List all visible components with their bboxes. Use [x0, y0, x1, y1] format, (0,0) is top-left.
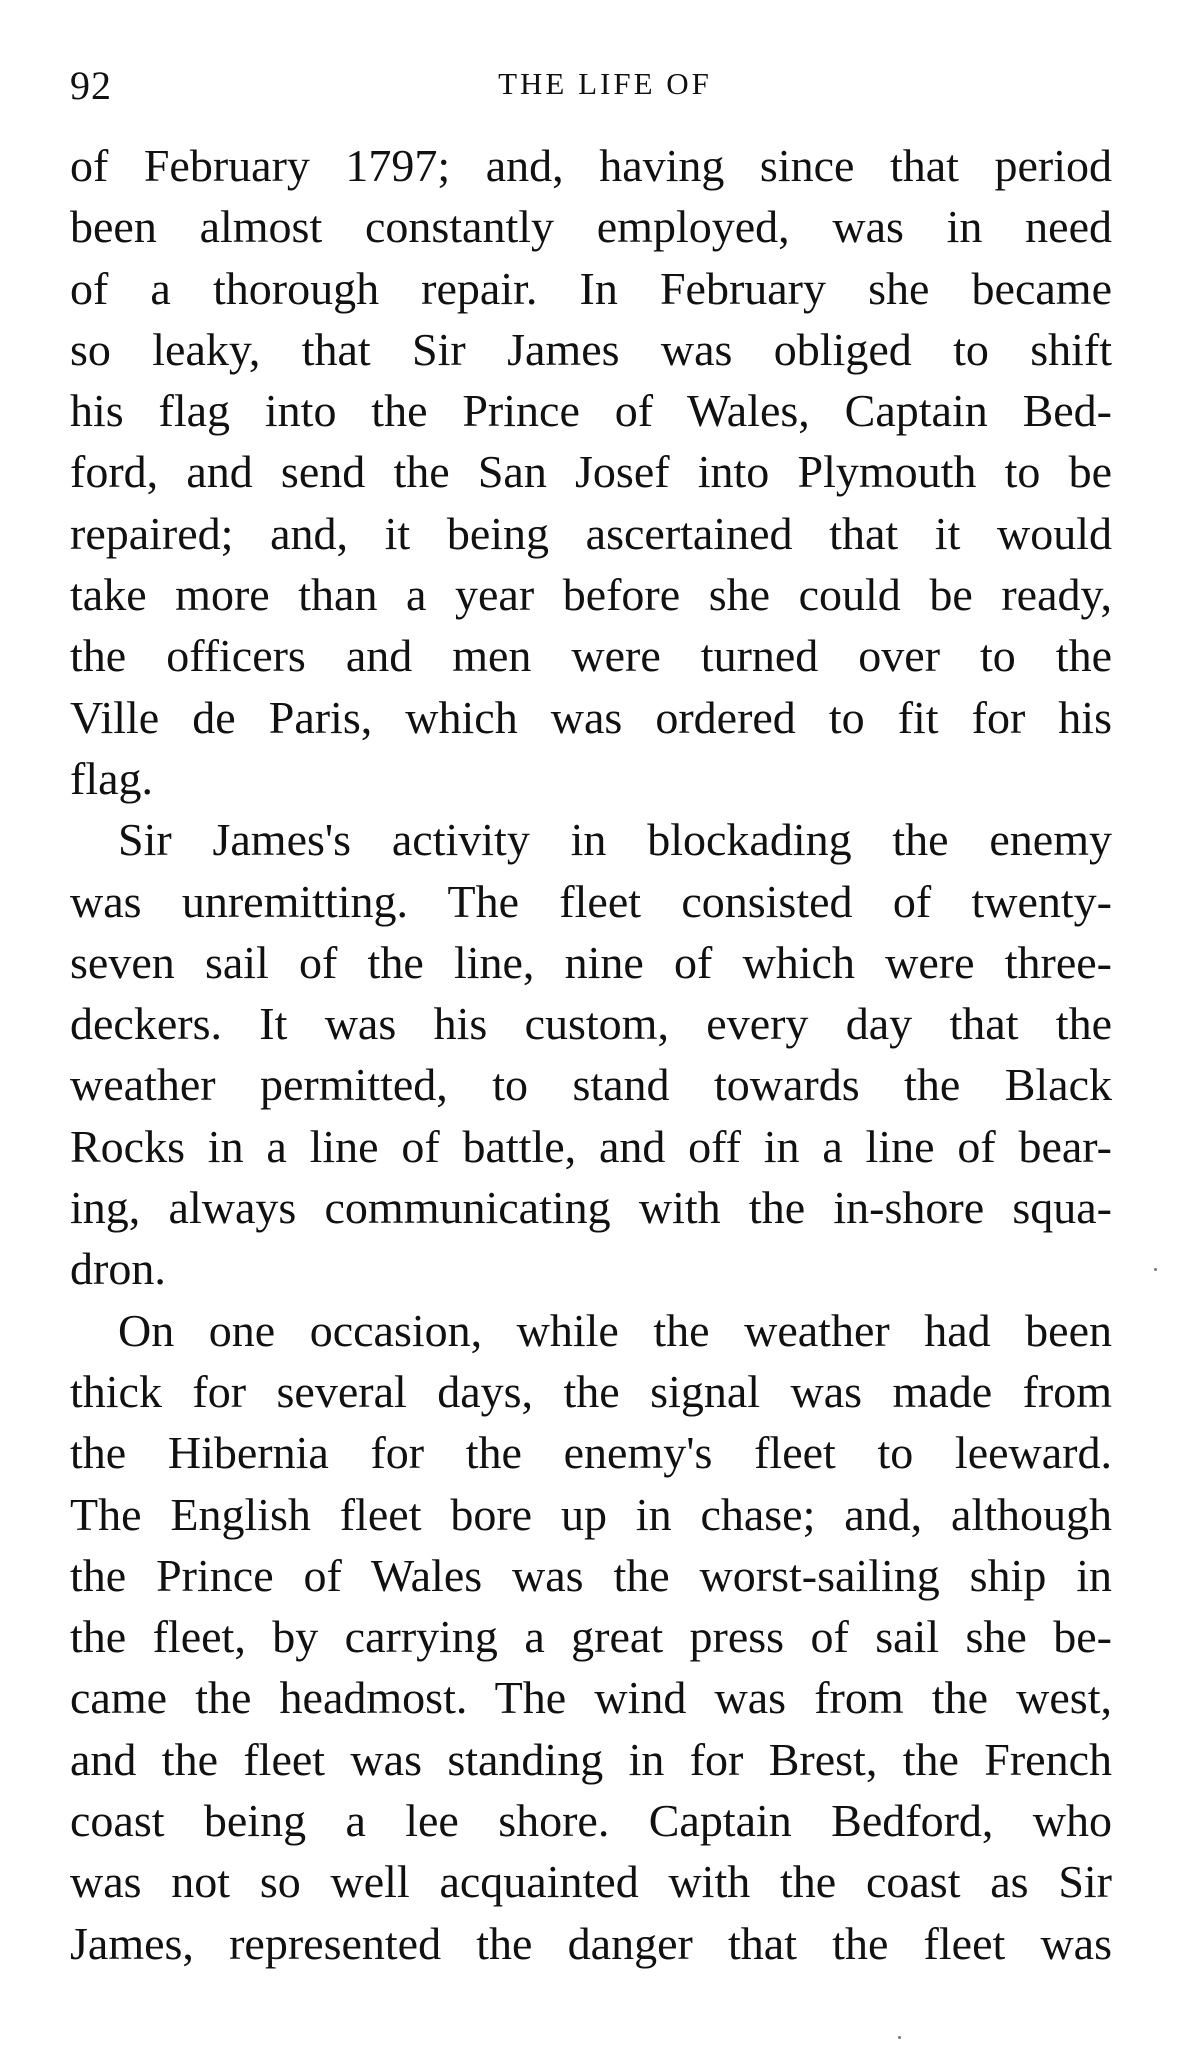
paper-speck	[898, 2036, 901, 2039]
text-line: came the headmost. The wind was from the west,	[70, 1672, 1112, 1724]
text-line: the Prince of Wales was the worst-sailing ship in	[70, 1549, 1112, 1601]
text-line: his flag into the Prince of Wales, Captain Bed-	[70, 385, 1112, 437]
running-header	[70, 62, 1110, 112]
text-line: been almost constantly employed, was in need	[70, 201, 1112, 253]
text-line: deckers. It was his custom, every day that the	[70, 998, 1112, 1050]
text-line: of a thorough repair. In February she became	[70, 262, 1112, 314]
text-line: was not so well acquainted with the coast as Sir	[70, 1856, 1112, 1908]
paragraph-3	[70, 1300, 1112, 1974]
text-line: James, represented the danger that the fleet was	[70, 1917, 1112, 1969]
text-line: of February 1797; and, having since that period	[70, 140, 1112, 191]
page-number: 92	[70, 63, 112, 108]
text-line: Rocks in a line of battle, and off in a line of bear-	[70, 1120, 1112, 1172]
text-line: the officers and men were turned over to the	[70, 630, 1112, 682]
text-line: Ville de Paris, which was ordered to fit for his	[70, 691, 1112, 743]
text-line: and the fleet was standing in for Brest, the French	[70, 1733, 1112, 1785]
text-line: was unremitting. The fleet consisted of twenty-	[70, 875, 1112, 927]
text-line: coast being a lee shore. Captain Bedford, who	[70, 1795, 1112, 1847]
paper-speck	[1154, 1268, 1157, 1271]
text-line: repaired; and, it being ascertained that it would	[70, 507, 1112, 559]
text-line: seven sail of the line, nine of which were three-	[70, 936, 1112, 988]
text-line: weather permitted, to stand towards the Black	[70, 1059, 1112, 1111]
text-line: The English fleet bore up in chase; and, although	[70, 1488, 1112, 1540]
text-line: dron.	[70, 1243, 166, 1295]
body-text	[70, 135, 1112, 1974]
paragraph-1	[70, 135, 1112, 809]
paragraph-2	[70, 809, 1112, 1299]
text-line: Sir James's activity in blockading the enemy	[118, 814, 1112, 866]
text-line: take more than a year before she could be ready,	[70, 569, 1112, 621]
running-title: THE LIFE OF	[498, 66, 712, 101]
text-line: flag.	[70, 752, 154, 804]
text-line: ing, always communicating with the in-shore squa-	[70, 1182, 1112, 1234]
text-line: On one occasion, while the weather had been	[118, 1304, 1112, 1356]
text-line: thick for several days, the signal was made from	[70, 1365, 1112, 1417]
text-line: the Hibernia for the enemy's fleet to leeward.	[70, 1427, 1112, 1479]
text-line: so leaky, that Sir James was obliged to shift	[70, 323, 1112, 375]
text-line: the fleet, by carrying a great press of sail she be-	[70, 1611, 1112, 1663]
text-line: ford, and send the San Josef into Plymouth to be	[70, 446, 1112, 498]
